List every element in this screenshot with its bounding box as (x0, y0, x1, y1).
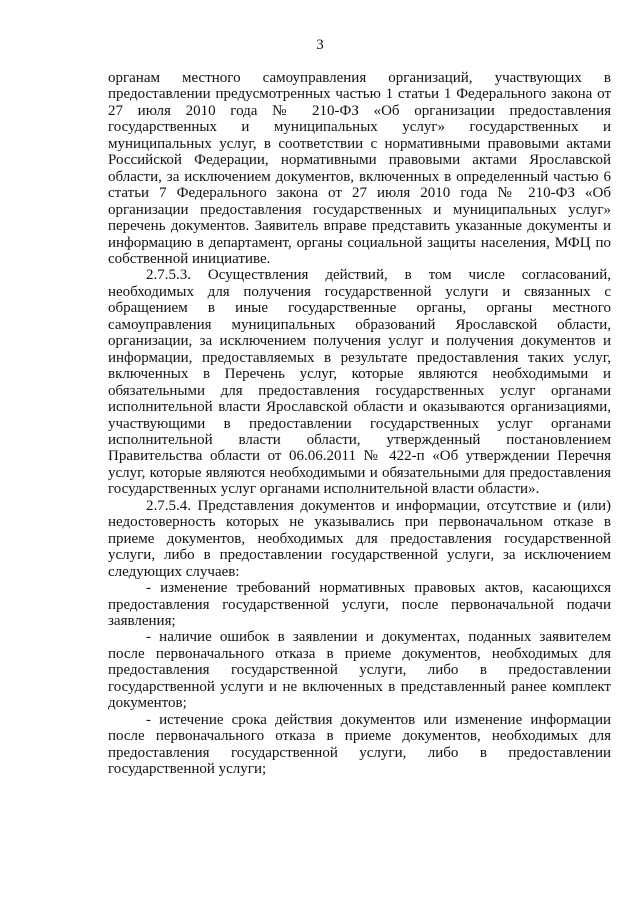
list-item-errors-in-application: - наличие ошибок в заявлении и документах, поданных заявителем после первоначального отказа в приеме документов, необходимых для предоставления государственной услуги, либо в предоставлении государственной услуги и не включенных в представленный ранее комплект документов; (108, 629, 611, 712)
list-item-documents-expiry: - истечение срока действия документов или изменение информации после первоначального отказа в приеме документов, необходимых для предоставления государственной услуги, либо в предоставлении государственной услуги; (108, 711, 611, 778)
page-number: 3 (316, 37, 324, 53)
paragraph-2-7-5-4: 2.7.5.4. Представления документов и информации, отсутствие и (или) недостоверность которых не указывались при первоначальном отказе в приеме документов, необходимых для предоставления государственной услуги, либо в предоставлении государственной услуги, за исключением следующих случаев: (108, 497, 611, 580)
paragraph-2-7-5-3: 2.7.5.3. Осуществления действий, в том числе согласований, необходимых для получения государственной услуги и связанных с обращением в иные государственные органы, органы местного самоуправления муниципальных образований Ярославской области, организации, за исключением получения услуг и получения документов и информации, предоставляемых в результате предоставления таких услуг, включенных в Перечень услуг, которые являются необходимыми и обязательными для предоставления государственных услуг органами исполнительной власти Ярославской области и оказываются организациями, участвующими в предоставлении государственных услуг органами исполнительной власти области, утвержденный постановлением Правительства области от 06.06.2011 № 422-п «Об утверждении Перечня услуг, которые являются необходимыми и обязательными для предоставления государственных услуг органами исполнительной власти области». (108, 267, 611, 498)
paragraph-continuation: органам местного самоуправления организаций, участвующих в предоставлении предусмотренных частью 1 статьи 1 Федерального закона от 27 июля 2010 года № 210-ФЗ «Об организации предоставления государственных и муниципальных услуг» государственных и муниципальных услуг, в соответствии с нормативными правовыми актами Российской Федерации, нормативными правовыми актами Ярославской области, за исключением документов, включенных в определенный частью 6 статьи 7 Федерального закона от 27 июля 2010 года № 210-ФЗ «Об организации предоставления государственных и муниципальных услуг» перечень документов. Заявитель вправе представить указанные документы и информацию в департамент, органы социальной защиты населения, МФЦ по собственной инициативе. (108, 70, 611, 267)
list-item-requirements-change: - изменение требований нормативных правовых актов, касающихся предоставления государственной услуги, после первоначальной подачи заявления; (108, 580, 611, 629)
document-body (108, 70, 611, 777)
